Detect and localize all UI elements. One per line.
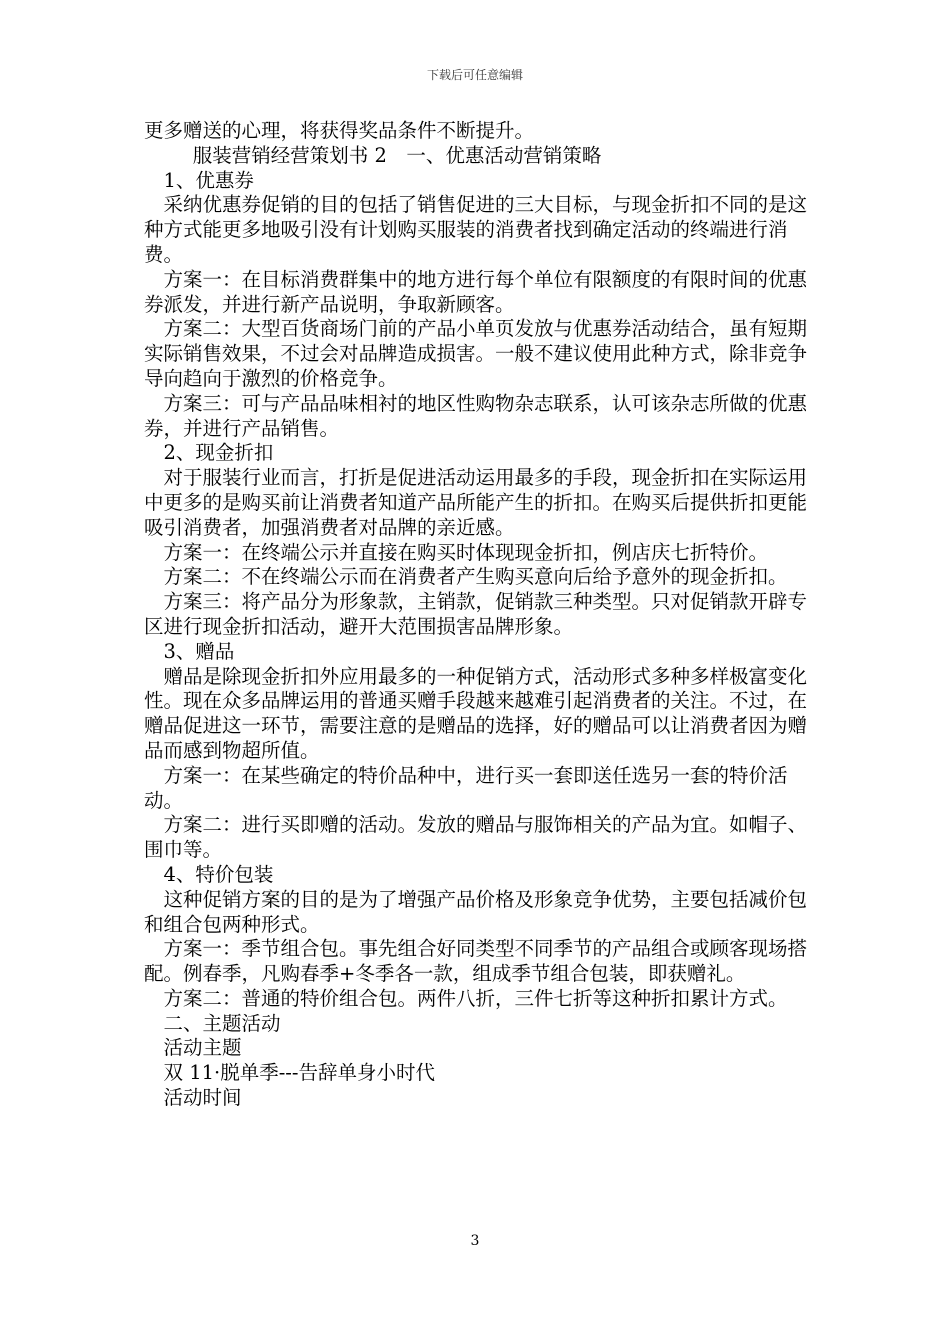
paragraph: 更多赠送的心理，将获得奖品条件不断提升。 xyxy=(144,119,535,142)
paragraph: 方案二：大型百货商场门前的产品小单页发放与优惠券活动结合，虽有短期实际销售效果，不过会对品牌造成损害。一般不建议使用此种方式，除非竞争导向趋向于激烈的价格竞争。 xyxy=(144,317,808,390)
paragraph: 方案二：进行买即赠的活动。发放的赠品与服饰相关的产品为宜。如帽子、围巾等。 xyxy=(144,813,808,862)
paragraph: 方案一：在终端公示并直接在购买时体现现金折扣，例店庆七折特价。 xyxy=(163,540,769,564)
paragraph: 这种促销方案的目的是为了增强产品价格及形象竞争优势，主要包括减价包和组合包两种形式。 xyxy=(144,887,808,936)
paragraph: 方案一：在某些确定的特价品种中，进行买一套即送任选另一套的特价活动。 xyxy=(144,763,788,812)
paragraph: 方案二：不在终端公示而在消费者产生购买意向后给予意外的现金折扣。 xyxy=(163,565,788,589)
paragraph: 方案一：季节组合包。事先组合好同类型不同季节的产品组合或顾客现场搭配。例春季，凡购春季+冬季各一款，组成季节组合包装，即获赠礼。 xyxy=(144,937,808,986)
paragraph: 活动主题 xyxy=(163,1036,242,1060)
paragraph: 采纳优惠券促销的目的包括了销售促进的三大目标，与现金折扣不同的是这种方式能更多地吸引没有计划购买服装的消费者找到确定活动的终端进行消费。 xyxy=(144,193,808,266)
paragraph: 对于服装行业而言，打折是促进活动运用最多的手段，现金折扣在实际运用中更多的是购买前让消费者知道产品所能产生的折扣。在购买后提供折扣更能吸引消费者，加强消费者对品牌的亲近感。 xyxy=(144,466,808,539)
paragraph: 活动时间 xyxy=(163,1086,242,1110)
section-heading: 二、主题活动 xyxy=(163,1011,281,1035)
page-header: 下载后可任意编辑 xyxy=(426,68,523,82)
page-number: 3 xyxy=(470,1233,480,1249)
paragraph: 双 11·脱单季---告辞单身小时代 xyxy=(163,1061,435,1085)
paragraph: 方案二：普通的特价组合包。两件八折，三件七折等这种折扣累计方式。 xyxy=(163,986,788,1010)
subsection-heading: 4、特价包装 xyxy=(163,862,274,886)
paragraph: 方案三：可与产品品味相衬的地区性购物杂志联系，认可该杂志所做的优惠券，并进行产品销售。 xyxy=(144,391,808,440)
paragraph: 方案三：将产品分为形象款，主销款，促销款三种类型。只对促销款开辟专区进行现金折扣活动，避开大范围损害品牌形象。 xyxy=(144,590,808,638)
paragraph: 赠品是除现金折扣外应用最多的一种促销方式，活动形式多种多样极富变化性。现在众多品牌运用的普通买赠手段越来越难引起消费者的关注。不过，在赠品促进这一环节，需要注意的是赠品的选择，好的赠品可以让消费者因为赠品而感到物超所值。 xyxy=(144,664,808,762)
subsection-heading: 3、赠品 xyxy=(163,639,235,663)
document-body xyxy=(144,119,814,1111)
section-heading: 服装营销经营策划书 2 一、优惠活动营销策略 xyxy=(192,143,602,167)
paragraph: 方案一：在目标消费群集中的地方进行每个单位有限额度的有限时间的优惠券派发，并进行新产品说明，争取新顾客。 xyxy=(144,267,808,316)
subsection-heading: 2、现金折扣 xyxy=(163,441,274,465)
subsection-heading: 1、优惠券 xyxy=(163,168,254,192)
